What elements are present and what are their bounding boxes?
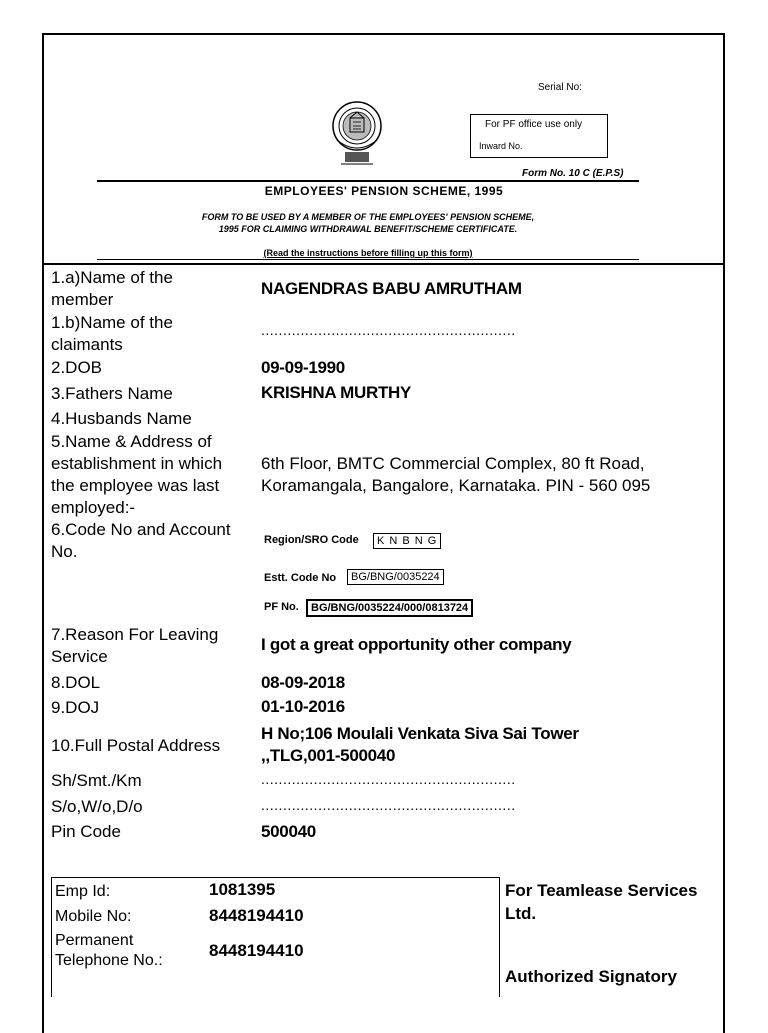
father-name-value: KRISHNA MURTHY — [261, 383, 412, 402]
code-account-label-cont: No. — [51, 542, 78, 561]
mobile-value: 8448194410 — [209, 906, 304, 925]
doj-label: 9.DOJ — [51, 698, 100, 717]
pf-office-box — [470, 114, 608, 158]
postal-address-label: 10.Full Postal Address — [51, 736, 221, 755]
dol-label: 8.DOL — [51, 673, 101, 692]
establishment-label-cont: establishment in which — [51, 454, 223, 473]
husband-name-label: 4.Husbands Name — [51, 409, 192, 428]
region-code-label: Region/SRO Code — [264, 534, 359, 546]
form-subtitle-line1: FORM TO BE USED BY A MEMBER OF THE EMPLOYEES' PENSION SCHEME, — [201, 212, 535, 222]
name-claimants-label: 1.b)Name of the — [51, 313, 173, 332]
name-member-value: NAGENDRAS BABU AMRUTHAM — [261, 279, 522, 298]
doj-value: 01-10-2016 — [261, 697, 345, 716]
instructions-note: (Read the instructions before filling up this form) — [263, 248, 473, 258]
establishment-address-line2: Koramangala, Bangalore, Karnataka. PIN - 560 095 — [261, 476, 651, 495]
telephone-label-cont: Telephone No.: — [55, 952, 163, 969]
divider — [43, 263, 725, 265]
establishment-label-cont: employed:- — [51, 498, 136, 517]
postal-address-line2: ,,TLG,001-500040 — [261, 746, 396, 765]
pf-no-label: PF No. — [264, 601, 299, 613]
telephone-value: 8448194410 — [209, 941, 304, 960]
estt-code-value: BG/BNG/0035224 — [347, 569, 444, 585]
form-number: Form No. 10 C (E.P.S) — [522, 168, 624, 179]
region-code-value: K N B N G — [373, 533, 441, 549]
estt-code-label: Estt. Code No — [264, 572, 337, 584]
sh-smt-km-label: Sh/Smt./Km — [51, 771, 142, 790]
dol-value: 08-09-2018 — [261, 673, 345, 692]
form-subtitle-line2: 1995 FOR CLAIMING WITHDRAWAL BENEFIT/SCHEME CERTIFICATE. — [218, 224, 518, 234]
divider — [97, 180, 639, 182]
scheme-title: EMPLOYEES' PENSION SCHEME, 1995 — [264, 184, 504, 198]
emp-id-label: Emp Id: — [55, 883, 111, 900]
mobile-label: Mobile No: — [55, 908, 132, 925]
pin-code-label: Pin Code — [51, 822, 121, 841]
dob-value: 09-09-1990 — [261, 358, 345, 377]
relation-blank: .......................................................... — [261, 797, 516, 813]
serial-no-label: Serial No: — [538, 82, 582, 93]
pf-office-label: For PF office use only — [485, 119, 583, 130]
reason-leaving-label: 7.Reason For Leaving — [51, 625, 219, 644]
epfo-emblem-icon — [331, 100, 383, 166]
inward-no-label: Inward No. — [479, 141, 523, 151]
establishment-label-cont: the employee was last — [51, 476, 220, 495]
postal-address-line1: H No;106 Moulali Venkata Siva Sai Tower — [261, 724, 579, 743]
sh-smt-km-blank: .......................................................... — [261, 771, 516, 787]
divider — [97, 259, 639, 260]
relation-label: S/o,W/o,D/o — [51, 797, 143, 816]
code-account-label: 6.Code No and Account — [51, 520, 231, 539]
reason-leaving-value: I got a great opportunity other company — [261, 635, 572, 654]
establishment-address-line1: 6th Floor, BMTC Commercial Complex, 80 ft Road, — [261, 454, 645, 473]
emp-id-value: 1081395 — [209, 880, 276, 899]
company-name: For Teamlease Services — [505, 881, 698, 900]
name-member-label: 1.a)Name of the — [51, 268, 173, 287]
authorized-signatory: Authorized Signatory — [505, 967, 677, 986]
name-claimants-label-cont: claimants — [51, 335, 123, 354]
name-claimants-blank: .......................................................... — [261, 322, 516, 338]
pin-code-value: 500040 — [261, 822, 316, 841]
company-name-cont: Ltd. — [505, 904, 537, 923]
father-name-label: 3.Fathers Name — [51, 384, 173, 403]
establishment-label: 5.Name & Address of — [51, 432, 212, 451]
pf-no-value: BG/BNG/0035224/000/0813724 — [306, 599, 473, 617]
name-member-label-cont: member — [51, 290, 114, 309]
reason-leaving-label-cont: Service — [51, 647, 108, 666]
dob-label: 2.DOB — [51, 358, 103, 377]
telephone-label: Permanent — [55, 932, 134, 949]
